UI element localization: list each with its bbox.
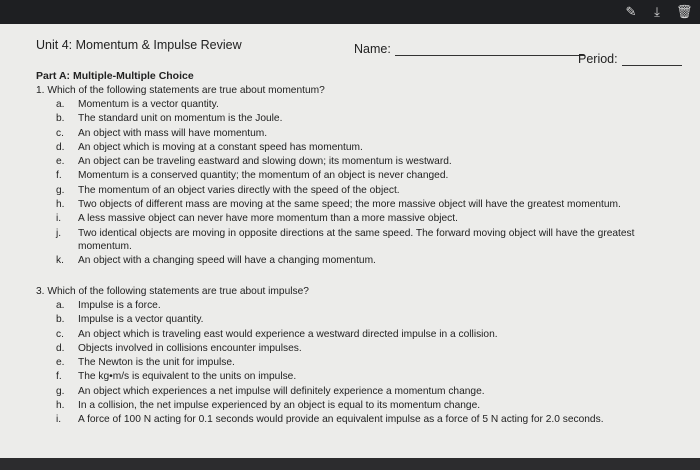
name-label: Name: (354, 42, 391, 56)
option-1f: f. Momentum is a conserved quantity; the momentum of an object is never changed. (56, 170, 449, 182)
option-3d: d. Objects involved in collisions encounter impulses. (56, 342, 302, 354)
option-1e: e. An object can be traveling eastward and slowing down; its momentum is westward. (56, 156, 452, 168)
download-icon[interactable]: ⤓ (654, 4, 660, 19)
option-3e: e. The Newton is the unit for impulse. (56, 357, 235, 369)
period-label: Period: (578, 52, 618, 66)
question-1: 1. Which of the following statements are true about momentum? (36, 85, 325, 96)
pencil-icon[interactable]: ✎ (625, 4, 637, 19)
option-3b: b. Impulse is a vector quantity. (56, 314, 204, 326)
worksheet-page (0, 24, 700, 460)
name-field (354, 42, 585, 56)
option-1k: k. An object with a changing speed will have a changing momentum. (56, 254, 376, 266)
option-1d: d. An object which is moving at a constant speed has momentum. (56, 141, 363, 153)
worksheet-header (36, 34, 680, 74)
option-3g: g. An object which experiences a net impulse will definitely experience a momentum change. (56, 385, 485, 397)
option-1h: h. Two objects of different mass are moving at the same speed; the more massive object will have the greatest momentum. (56, 199, 621, 211)
option-1a: a. Momentum is a vector quantity. (56, 99, 219, 110)
option-1c: c. An object with mass will have momentum. (56, 127, 268, 139)
question-3: 3. Which of the following statements are true about impulse? (36, 285, 309, 297)
trash-icon[interactable]: 🗑 (676, 4, 693, 19)
option-3h: h. In a collision, the net impulse experienced by an object is equal to its momentum change. (56, 400, 481, 412)
question-3-options (56, 299, 684, 426)
option-3a: a. Impulse is a force. (56, 299, 161, 311)
question-1-options (56, 98, 684, 267)
part-a-title: Part A: Multiple-Multiple Choice (36, 70, 194, 82)
bottom-edge (0, 458, 700, 470)
period-field (578, 52, 682, 66)
viewer-toolbar (0, 0, 700, 24)
option-1b: b. The standard unit on momentum is the Joule. (56, 113, 283, 125)
option-1i: i. A less massive object can never have more momentum than a more massive object. (56, 213, 458, 225)
option-3c: c. An object which is traveling east would experience a westward directed impulse in a collision. (56, 328, 498, 340)
option-3i: i. A force of 100 N acting for 0.1 seconds would provide an equivalent impulse as a force of 5 N acting for 2.0 seconds. (56, 414, 604, 426)
period-blank (622, 53, 682, 66)
option-1g: g. The momentum of an object varies directly with the speed of the object. (56, 184, 400, 196)
option-1j: j. Two identical objects are moving in opposite directions at the same speed. The forward moving object will have the greatest momentum. (56, 227, 635, 252)
worksheet-content (36, 70, 684, 428)
option-3f: f. The kg•m/s is equivalent to the units on impulse. (56, 371, 297, 383)
name-blank (395, 43, 585, 56)
unit-title: Unit 4: Momentum & Impulse Review (36, 38, 242, 52)
